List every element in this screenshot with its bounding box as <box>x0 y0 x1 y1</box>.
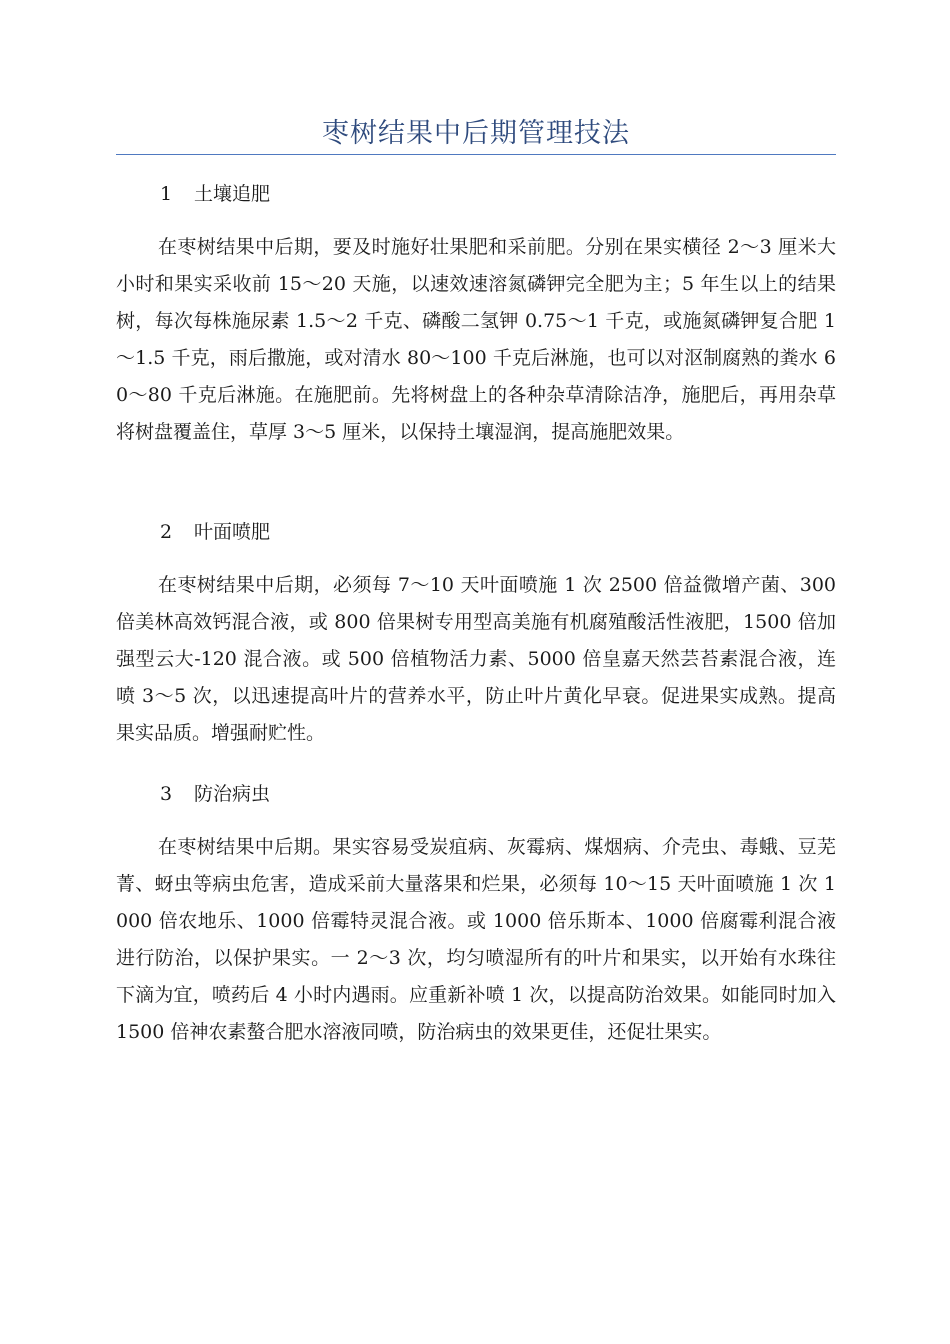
section-heading-text: 土壤追肥 <box>194 183 271 205</box>
section-heading-text: 防治病虫 <box>194 783 271 805</box>
section-body-paragraph: 在枣树结果中后期，必须每 7～10 天叶面喷施 1 次 2500 倍益微增产菌、300 倍美林高效钙混合液，或 800 倍果树专用型高美施有机腐殖酸活性液肥，1500 倍加强型云大-120 混合液。或 500 倍植物活力素、5000 倍皇嘉天然芸苔素混合液，连喷 3～5 次，以迅速提高叶片的营养水平，防止叶片黄化早衰。促进果实成熟。提高果实品质。增强耐贮性。 <box>116 574 836 744</box>
section-body-paragraph: 在枣树结果中后期。果实容易受炭疽病、灰霉病、煤烟病、介壳虫、毒蛾、豆芜菁、蚜虫等病虫危害，造成采前大量落果和烂果，必须每 10～15 天叶面喷施 1 次 1000 倍农地乐、1000 倍霉特灵混合液。或 1000 倍乐斯本、1000 倍腐霉利混合液进行防治，以保护果实。一 2～3 次，均匀喷湿所有的叶片和果实，以开始有水珠往下滴为宜，喷药后 4 小时内遇雨。应重新补喷 1 次，以提高防治效果。如能同时加入 1500 倍神农素螯合肥水溶液同喷，防治病虫的效果更佳，还促壮果实。 <box>116 836 836 1043</box>
section-heading-pest-control <box>160 779 270 809</box>
section-body-paragraph: 在枣树结果中后期，要及时施好壮果肥和采前肥。分别在果实横径 2～3 厘米大小时和果实采收前 15～20 天施，以速效速溶氮磷钾完全肥为主；5 年生以上的结果树，每次每株施尿素 1.5～2 千克、磷酸二氢钾 0.75～1 千克，或施氮磷钾复合肥 1～1.5 千克，雨后撒施，或对清水 80～100 千克后淋施，也可以对沤制腐熟的粪水 60～80 千克后淋施。在施肥前。先将树盘上的各种杂草清除洁净，施肥后，再用杂草将树盘覆盖住，草厚 3～5 厘米，以保持土壤湿润，提高施肥效果。 <box>116 236 836 443</box>
section-number: 2 <box>160 521 173 543</box>
section-heading-soil-fertilizing <box>160 179 270 209</box>
section-heading-foliar-spraying <box>160 517 270 547</box>
section-heading-text: 叶面喷肥 <box>194 521 271 543</box>
title-underline <box>116 154 836 155</box>
section-number: 1 <box>160 183 173 205</box>
section-number: 3 <box>160 783 173 805</box>
page-title: 枣树结果中后期管理技法 <box>322 118 630 149</box>
